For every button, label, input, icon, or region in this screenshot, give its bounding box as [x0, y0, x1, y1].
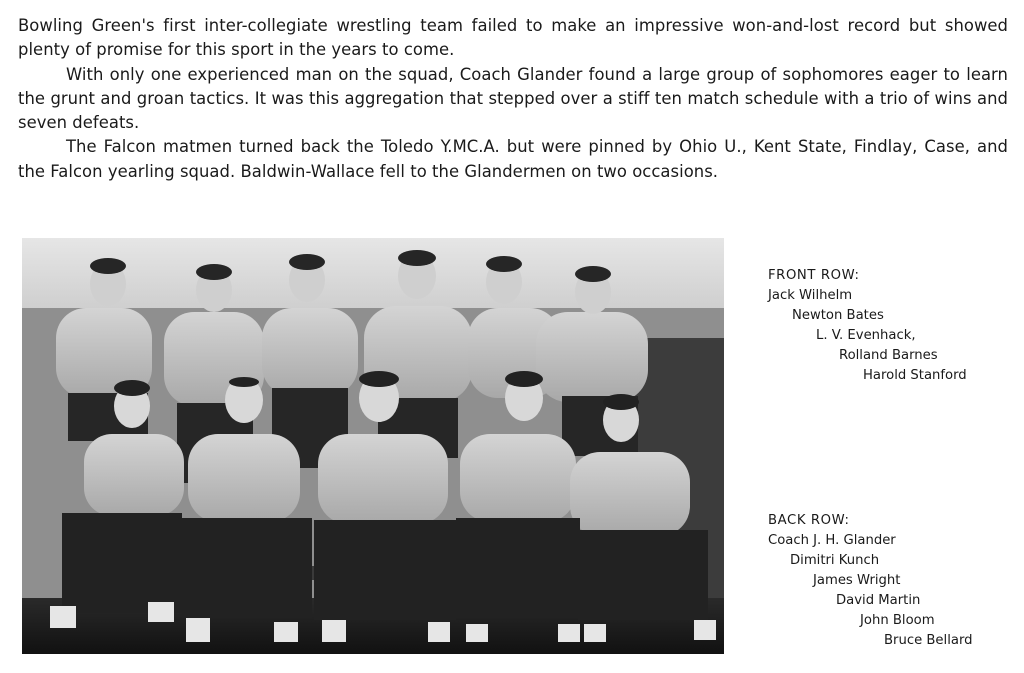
article-text: [18, 14, 1008, 184]
back-row-name: John Bloom: [860, 613, 935, 628]
back-row-caption: [768, 511, 1018, 651]
front-row-caption: [768, 266, 1018, 386]
front-row-heading: FRONT ROW:: [768, 268, 860, 283]
article-paragraph: With only one experienced man on the squad, Coach Glander found a large group of sophomores eager to learn the grunt and groan tactics. It was this aggregation that stepped over a stiff ten match schedule with a trio of wins and seven defeats.: [18, 64, 1008, 133]
front-row-name: Rolland Barnes: [839, 348, 938, 363]
article-paragraph: Bowling Green's first inter-collegiate wrestling team failed to make an impressive won-and-lost record but showed plenty of promise for this sport in the years to come.: [18, 16, 1008, 60]
back-row-name: Dimitri Kunch: [790, 553, 880, 568]
front-row-name: Harold Stanford: [863, 368, 967, 383]
back-row-name: Coach J. H. Glander: [768, 533, 896, 548]
article-paragraph: The Falcon matmen turned back the Toledo Y.MC.A. but were pinned by Ohio U., Kent State, Findlay, Case, and the Falcon yearling squad. Baldwin-Wallace fell to the Glandermen on two occasions.: [18, 137, 1008, 181]
back-row-name: Bruce Bellard: [884, 633, 973, 648]
back-row-heading: BACK ROW:: [768, 513, 850, 528]
front-row-name: L. V. Evenhack,: [816, 328, 916, 343]
team-photo: [22, 238, 724, 654]
back-row-name: James Wright: [813, 573, 901, 588]
back-row-name: David Martin: [836, 593, 921, 608]
front-row-name: Jack Wilhelm: [768, 288, 853, 303]
front-row-name: Newton Bates: [792, 308, 884, 323]
